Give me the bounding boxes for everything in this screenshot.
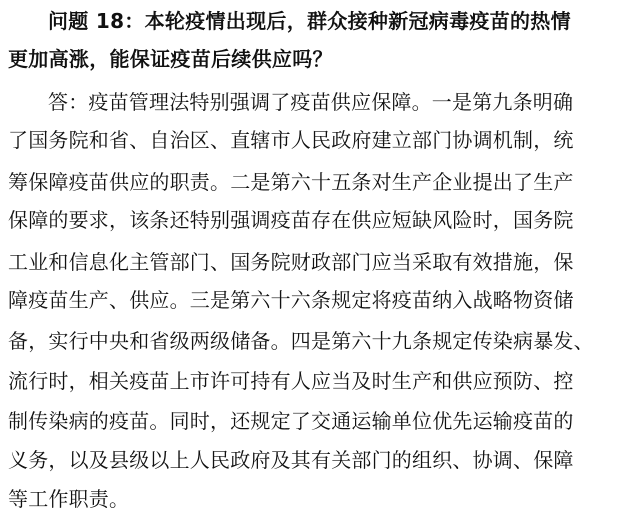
question-line-2: 更加高涨，能保证疫苗后续供应吗？ [8, 47, 333, 71]
answer-line-11: 等工作职责。 [8, 487, 130, 511]
answer-line-2: 了国务院和省、自治区、直辖市人民政府建立部门协调机制，统 [8, 128, 574, 152]
answer-line-5: 工业和信息化主管部门、国务院财政部门应当采取有效措施，保 [8, 250, 574, 274]
answer-line-10: 义务，以及县级以上人民政府及其有关部门的组织、协调、保障 [8, 448, 574, 472]
answer-line-4: 保障的要求，该条还特别强调疫苗存在供应短缺风险时，国务院 [8, 208, 574, 232]
answer-line-9: 制传染病的疫苗。同时，还规定了交通运输单位优先运输疫苗的 [8, 409, 574, 433]
answer-line-1: 答：疫苗管理法特别强调了疫苗供应保障。一是第九条明确 [48, 90, 574, 114]
answer-line-6: 障疫苗生产、供应。三是第六十六条规定将疫苗纳入战略物资储 [8, 288, 574, 312]
answer-line-3: 筹保障疫苗供应的职责。二是第六十五条对生产企业提出了生产 [8, 170, 574, 194]
question-line-1: 问题 18：本轮疫情出现后，群众接种新冠病毒疫苗的热情 [48, 9, 571, 33]
answer-line-7: 备，实行中央和省级两级储备。四是第六十九条规定传染病暴发、 [8, 329, 594, 353]
answer-line-8: 流行时，相关疫苗上市许可持有人应当及时生产和供应预防、控 [8, 369, 574, 393]
